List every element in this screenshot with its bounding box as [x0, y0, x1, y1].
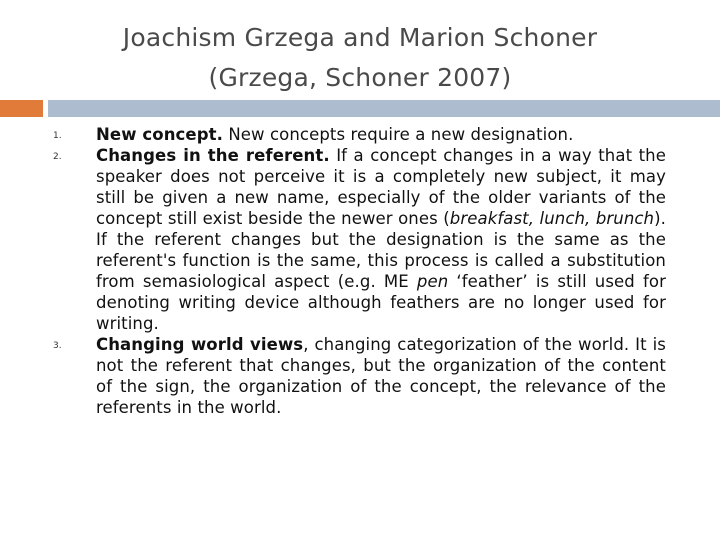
list-number: 1. [53, 131, 62, 141]
list-item-lead: New concept. [96, 125, 223, 144]
list-item-1 [0, 124, 720, 145]
list-item-lead: Changing world views [96, 335, 304, 354]
list-number: 2. [53, 152, 62, 162]
list-item-body: ‘feather’ is still used for denoting writing device although feathers are no longer used for writing. [96, 272, 666, 333]
list-item-body: New concepts require a new designation. [223, 125, 574, 144]
list-item-lead: Changes in the referent. [96, 146, 330, 165]
list-item-italic: breakfast, lunch, brunch [449, 209, 655, 228]
accent-bar-blue [48, 100, 720, 117]
title-line-1: Joachism Grzega and Marion Schoner [122, 23, 598, 52]
list-item-3 [0, 334, 720, 418]
list-item-text [96, 124, 666, 145]
numbered-list [0, 124, 720, 418]
list-item-body: If a concept changes in a way that the speaker does not perceive it is a completely new subject, it may still be given a new name, especially of the older variants of the concept still exist beside the newer ones ( [96, 146, 666, 228]
list-item-body: , changing categorization of the world. It is not the referent that changes, but the organization of the content of the sign, the organization of the concept, the relevance of the referents in the world. [96, 335, 666, 417]
title-line-2: (Grzega, Schoner 2007) [208, 63, 512, 92]
list-item-text [96, 334, 666, 418]
slide-title [0, 18, 720, 98]
list-item-text [96, 145, 666, 334]
list-item-2 [0, 145, 720, 334]
accent-bar-orange [0, 100, 43, 117]
list-item-body: ). If the referent changes but the designation is the same as the referent's function is the same, this process is called a substitution from semasiological aspect (e.g. ME [96, 209, 667, 291]
list-item-italic: pen [416, 272, 449, 291]
list-number: 3. [53, 341, 62, 351]
